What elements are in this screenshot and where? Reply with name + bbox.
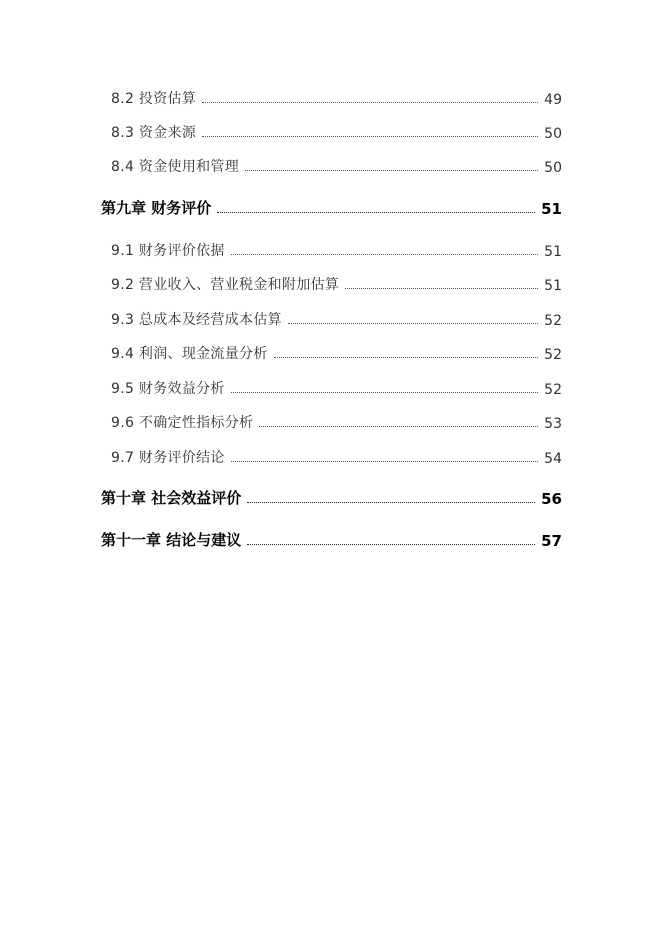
toc-entry-label: 9.4 利润、现金流量分析 — [111, 346, 268, 362]
toc-entry-9-2[interactable] — [111, 272, 562, 294]
toc-entry-8-3[interactable] — [111, 120, 562, 142]
toc-page-number: 50 — [544, 126, 562, 142]
toc-entry-label: 9.3 总成本及经营成本估算 — [111, 312, 282, 328]
toc-entry-label: 9.5 财务效益分析 — [111, 381, 225, 397]
toc-page-number: 51 — [544, 244, 562, 260]
dot-leader — [247, 502, 535, 503]
toc-entry-9-7[interactable] — [111, 445, 562, 467]
toc-entry-label: 9.1 财务评价依据 — [111, 243, 225, 259]
toc-entry-label: 9.7 财务评价结论 — [111, 450, 225, 466]
toc-entry-8-4[interactable] — [111, 154, 562, 176]
toc-entry-label: 8.4 资金使用和管理 — [111, 159, 240, 175]
toc-chapter-9[interactable] — [101, 196, 562, 218]
toc-page-number: 52 — [544, 313, 562, 329]
dot-leader — [288, 323, 538, 324]
toc-chapter-label: 第十一章 结论与建议 — [101, 531, 242, 549]
toc-entry-8-2[interactable] — [111, 86, 562, 108]
toc-entry-9-5[interactable] — [111, 376, 562, 398]
toc-entry-label: 9.6 不确定性指标分析 — [111, 415, 254, 431]
dot-leader — [247, 544, 535, 545]
toc-page-number: 51 — [541, 200, 562, 218]
toc-entry-label: 9.2 营业收入、营业税金和附加估算 — [111, 277, 340, 293]
dot-leader — [259, 426, 538, 427]
dot-leader — [231, 461, 538, 462]
toc-entry-9-4[interactable] — [111, 341, 562, 363]
toc-page-number: 53 — [544, 416, 562, 432]
toc-page-number: 56 — [541, 490, 562, 508]
toc-chapter-label: 第九章 财务评价 — [101, 199, 212, 217]
toc-entry-label: 8.2 投资估算 — [111, 91, 197, 107]
toc-page-number: 52 — [544, 382, 562, 398]
toc-chapter-10[interactable] — [101, 486, 562, 508]
toc-page-number: 49 — [544, 92, 562, 108]
dot-leader — [245, 170, 538, 171]
toc-entry-9-6[interactable] — [111, 410, 562, 432]
dot-leader — [345, 288, 538, 289]
toc-entry-label: 8.3 资金来源 — [111, 125, 197, 141]
dot-leader — [231, 254, 538, 255]
toc-chapter-11[interactable] — [101, 528, 562, 550]
toc-page-number: 50 — [544, 160, 562, 176]
toc-page-number: 54 — [544, 451, 562, 467]
dot-leader — [202, 136, 538, 137]
toc-page-number: 51 — [544, 278, 562, 294]
toc-page-number: 52 — [544, 347, 562, 363]
toc-entry-9-1[interactable] — [111, 238, 562, 260]
dot-leader — [231, 392, 538, 393]
toc-entry-9-3[interactable] — [111, 307, 562, 329]
dot-leader — [274, 357, 539, 358]
dot-leader — [217, 212, 535, 213]
dot-leader — [202, 102, 538, 103]
toc-chapter-label: 第十章 社会效益评价 — [101, 489, 242, 507]
toc-page-number: 57 — [541, 532, 562, 550]
